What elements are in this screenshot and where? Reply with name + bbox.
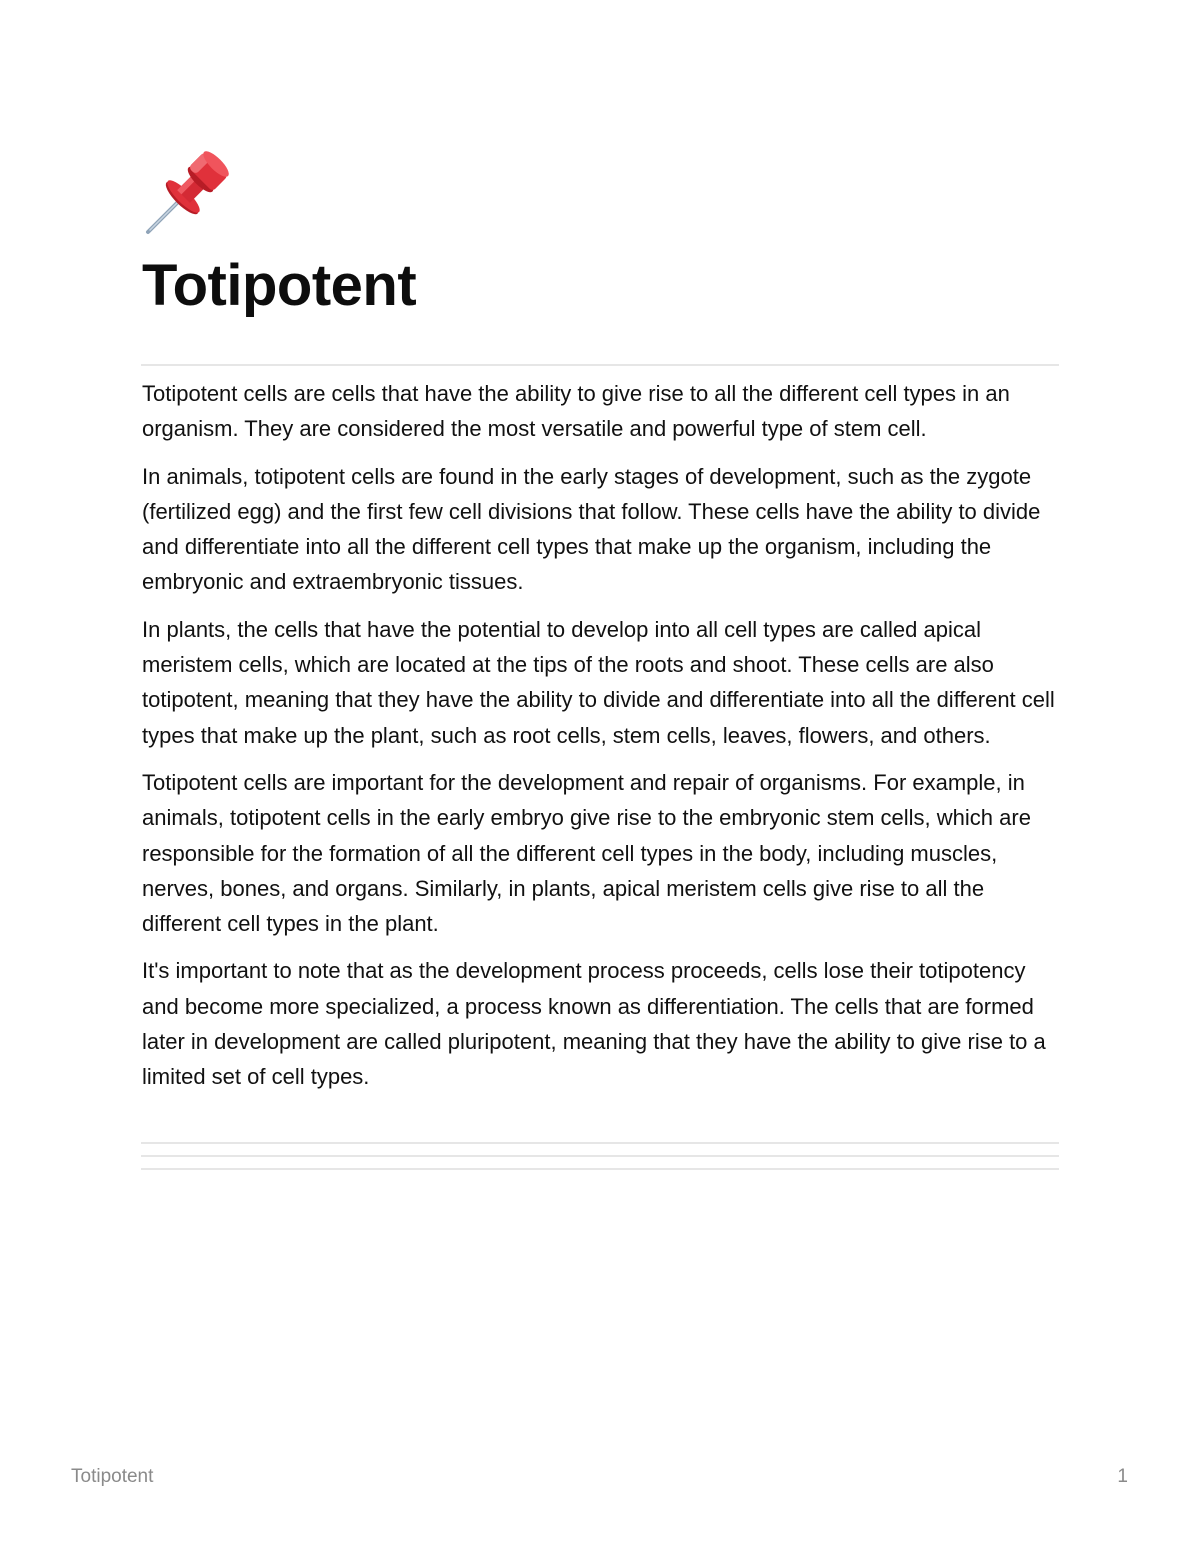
- bottom-divider: [141, 1142, 1059, 1144]
- pushpin-icon: [142, 150, 230, 238]
- document-body: [142, 376, 1062, 1107]
- paragraph: In plants, the cells that have the potential to develop into all cell types are called apical meristem cells, which are located at the tips of the roots and shoot. These cells are also totipotent, meaning that they have the ability to divide and differentiate into all the different cell types that make up the plant, such as root cells, stem cells, leaves, flowers, and others.: [142, 616, 1055, 748]
- paragraph: It's important to note that as the development process proceeds, cells lose their totipotency and become more specialized, a process known as differentiation. The cells that are formed later in development are called pluripotent, meaning that they have the ability to give rise to a limited set of cell types.: [142, 958, 1046, 1090]
- bottom-divider: [141, 1155, 1059, 1157]
- paragraph: In animals, totipotent cells are found in the early stages of development, such as the zygote (fertilized egg) and the first few cell divisions that follow. These cells have the ability to divide and differentiate into all the different cell types that make up the organism, including the embryonic and extraembryonic tissues.: [142, 463, 1041, 595]
- page-title: Totipotent: [142, 253, 417, 318]
- paragraph: Totipotent cells are cells that have the ability to give rise to all the different cell types in an organism. They are considered the most versatile and powerful type of stem cell.: [142, 381, 1010, 442]
- paragraph: Totipotent cells are important for the development and repair of organisms. For example, in animals, totipotent cells in the early embryo give rise to the embryonic stem cells, which are responsible for the formation of all the different cell types in the body, including muscles, nerves, bones, and organs. Similarly, in plants, apical meristem cells give rise to all the different cell types in the plant.: [142, 769, 1031, 937]
- title-divider: [141, 364, 1059, 366]
- bottom-divider: [141, 1168, 1059, 1170]
- footer-document-title: Totipotent: [71, 1466, 154, 1487]
- footer-page-number: 1: [1117, 1466, 1128, 1487]
